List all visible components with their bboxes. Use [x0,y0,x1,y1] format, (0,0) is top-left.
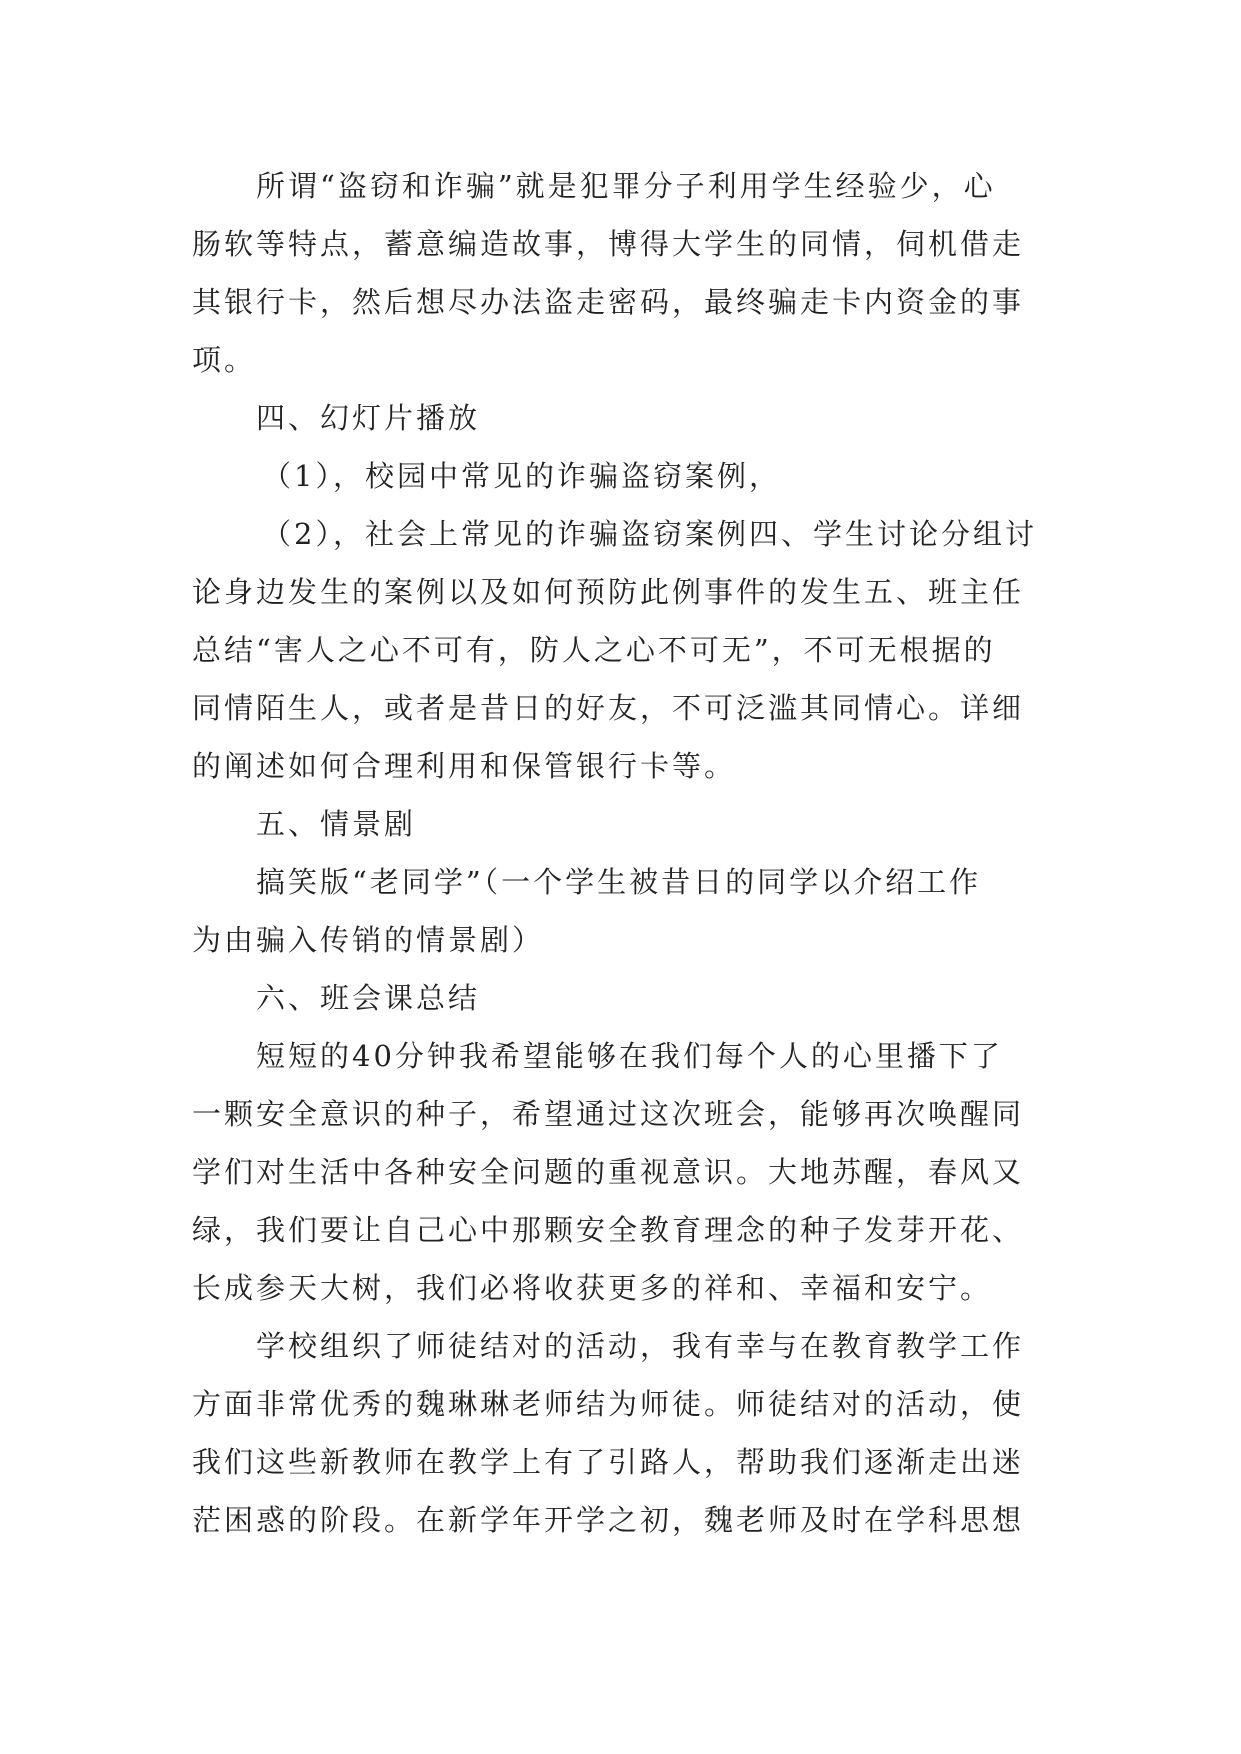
text-line: 的阐述如何合理利用和保管银行卡等。 [192,749,737,783]
section-heading: 四、幻灯片播放 [256,401,481,435]
text-line: 方面非常优秀的魏琳琳老师结为师徒。师徒结对的活动，使 [192,1387,1025,1421]
text-line: 所谓“盗窃和诈骗”就是犯罪分子利用学生经验少，心 [256,169,996,203]
text-line: 学校组织了师徒结对的活动，我有幸与在教育教学工作 [256,1329,1025,1363]
text-line: 一颗安全意识的种子，希望通过这次班会，能够再次唤醒同 [192,1097,1025,1131]
text-line: 搞笑版“老同学”（一个学生被昔日的同学以介绍工作 [256,865,982,899]
text-line: （2），社会上常见的诈骗盗窃案例四、学生讨论分组讨 [262,517,1037,551]
text-line: 绿，我们要让自己心中那颗安全教育理念的种子发芽开花、 [192,1213,1025,1247]
text-line: 长成参天大树，我们必将收获更多的祥和、幸福和安宁。 [192,1271,993,1305]
section-heading: 六、班会课总结 [256,981,481,1015]
text-line: 其银行卡，然后想尽办法盗走密码，最终骗走卡内资金的事 [192,285,1025,319]
section-heading: 五、情景剧 [256,807,417,841]
text-line: 茫困惑的阶段。在新学年开学之初，魏老师及时在学科思想 [192,1503,1025,1537]
text-line: 同情陌生人，或者是昔日的好友，不可泛滥其同情心。详细 [192,691,1025,725]
text-line: （1），校园中常见的诈骗盗窃案例， [262,459,781,493]
text-line: 论身边发生的案例以及如何预防此例事件的发生五、班主任 [192,575,1025,609]
text-line: 我们这些新教师在教学上有了引路人，帮助我们逐渐走出迷 [192,1445,1025,1479]
text-line: 为由骗入传销的情景剧） [192,923,545,957]
text-line: 肠软等特点，蓄意编造故事，博得大学生的同情，伺机借走 [192,227,1025,261]
text-line: 短短的40分钟我希望能够在我们每个人的心里播下了 [256,1039,1003,1073]
text-line: 总结“害人之心不可有，防人之心不可无”，不可无根据的 [192,633,996,667]
text-line: 学们对生活中各种安全问题的重视意识。大地苏醒，春风又 [192,1155,1025,1189]
text-line: 项。 [192,343,257,377]
